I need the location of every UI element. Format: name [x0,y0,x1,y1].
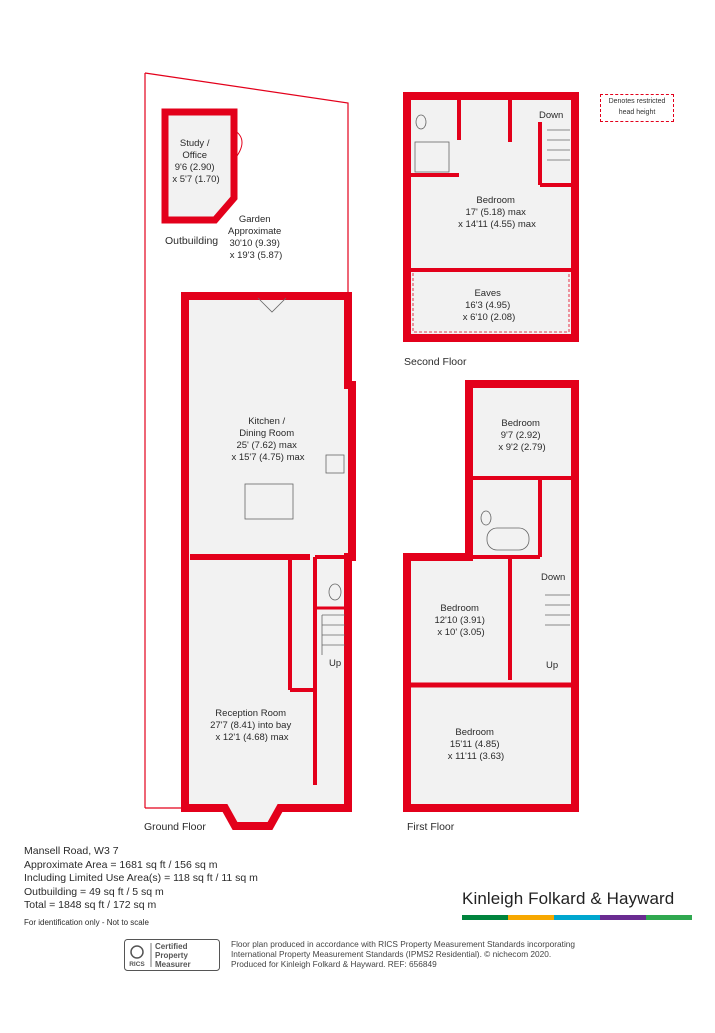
eaves-label: Eaves 16'3 (4.95) x 6'10 (2.08) [462,288,516,323]
second-stairs-down: Down [539,110,564,121]
bedroom-small-label: Bedroom 9'7 (2.92) x 9'2 (2.79) [498,418,546,453]
bedroom-front-label: Bedroom 15'11 (4.85) x 11'11 (3.63) [447,727,505,762]
rics-badge [124,939,220,971]
bedroom-top-label: Bedroom 17' (5.18) max x 14'11 (4.55) max [458,195,536,230]
brand-bar-segment [600,915,646,920]
brand-bar-segment [554,915,600,920]
brand-bar-segment [508,915,554,920]
rics-globe-icon [131,946,143,958]
total-area: Total = 1848 sq ft / 172 sq m [24,899,157,911]
brand-color-bar [462,915,692,920]
first-stairs-up: Up [546,660,559,671]
second-floor-title: Second Floor [404,356,467,368]
restricted-height-legend: Denotes restricted head height [600,94,674,122]
limited-use-area: Including Limited Use Area(s) = 118 sq ft / 11 sq m [24,872,258,884]
brand-bar-segment [646,915,692,920]
first-stairs-down: Down [541,572,566,583]
approx-area: Approximate Area = 1681 sq ft / 156 sq m [24,858,218,871]
outbuilding-label: Outbuilding [165,235,219,247]
rics-badge-text: Certified Property Measurer [155,942,191,969]
area-summary [24,845,258,929]
ground-floor-title: Ground Floor [144,821,206,833]
ground-floor-plan [185,296,352,826]
first-floor-title: First Floor [407,821,455,833]
reception-label: Reception Room 27'7 (8.41) into bay x 12'1 (4.68) max [210,708,292,743]
disclaimer: Floor plan produced in accordance with RICS Property Measurement Standards incorporating International Property Measurement Standards (IPMS2 Residential). © nichecom 2020. Produced for Kinleigh Folkard & Hayward. REF: 656849 [231,939,576,970]
garden-label: Garden Approximate 30'10 (9.39) x 19'3 (5.87) [228,214,283,261]
rics-logo-text: RICS [129,961,145,968]
bedroom-mid-label: Bedroom 12'10 (3.91) x 10' (3.05) [434,603,485,638]
scale-note: For identification only - Not to scale [24,917,149,927]
brand-name: Kinleigh Folkard & Hayward [462,889,675,908]
ground-stairs-up: Up [329,658,342,669]
kitchen-label: Kitchen / Dining Room 25' (7.62) max x 15'7 (4.75) max [231,416,305,463]
outbuilding-area: Outbuilding = 49 sq ft / 5 sq m [24,885,164,898]
address: Mansell Road, W3 7 [24,845,119,857]
study-label: Study / Office 9'6 (2.90) x 5'7 (1.70) [172,138,220,185]
brand-bar-segment [462,915,508,920]
